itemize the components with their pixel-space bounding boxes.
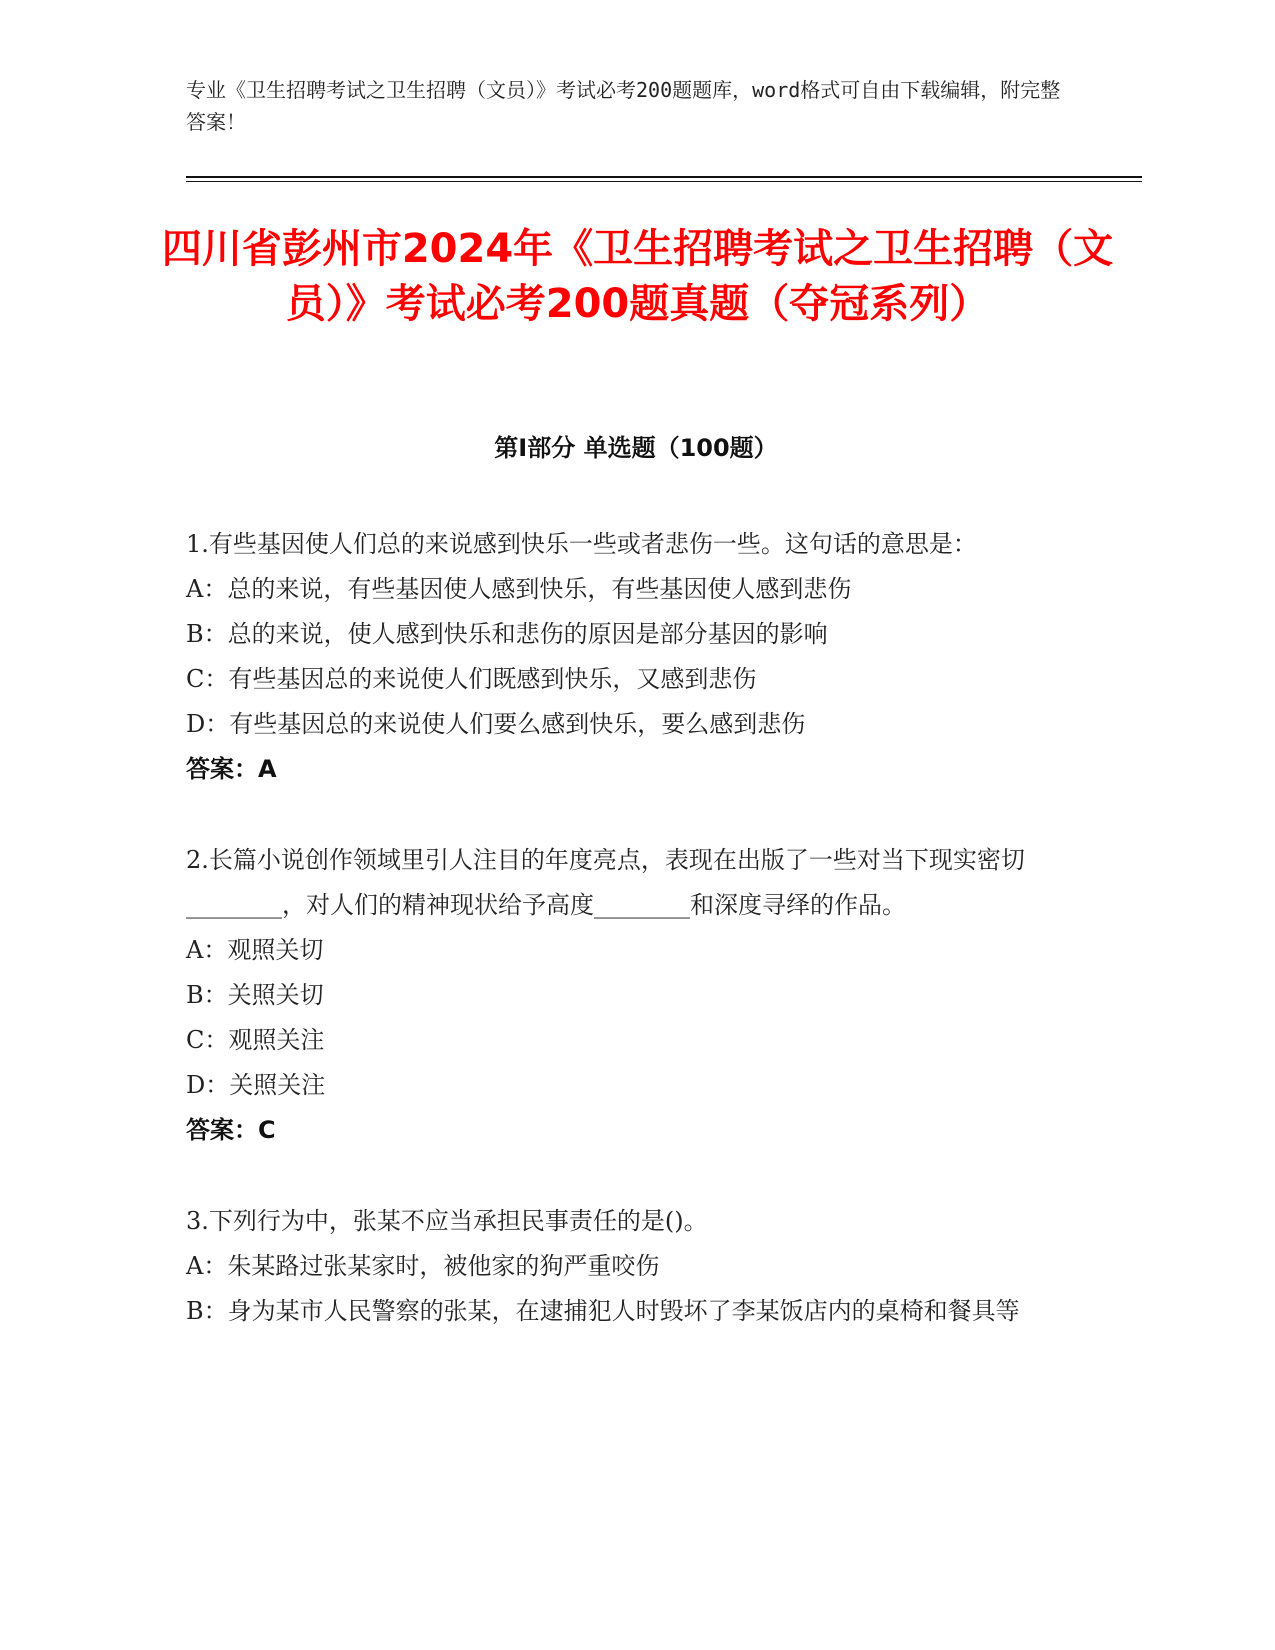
question-3 <box>186 1199 1066 1334</box>
answer <box>186 747 1066 792</box>
option-a: A：总的来说，有些基因使人感到快乐，有些基因使人感到悲伤 <box>186 575 852 603</box>
header-divider-thin <box>186 181 1142 182</box>
answer-label: 答案： <box>186 1116 258 1144</box>
question-list <box>186 522 1066 1380</box>
option-b: B：总的来说，使人感到快乐和悲伤的原因是部分基因的影响 <box>186 620 828 648</box>
question-stem: 2.长篇小说创作领域里引人注目的年度亮点，表现在出版了一些对当下现实密切________，对人们的精神现状给予高度________和深度寻绎的作品。 <box>186 846 1025 919</box>
option-b: B：关照关切 <box>186 981 324 1009</box>
header-note: 专业《卫生招聘考试之卫生招聘（文员）》考试必考200题题库，word格式可自由下载编辑，附完整答案！ <box>186 78 1061 134</box>
answer-value: C <box>258 1116 276 1144</box>
document-title: 四川省彭州市2024年《卫生招聘考试之卫生招聘（文员）》考试必考200题真题（夺冠系列） <box>161 226 1114 327</box>
section-title: 第I部分 单选题（100题） <box>494 434 778 462</box>
question-2 <box>186 838 1066 1153</box>
option-b: B：身为某市人民警察的张某，在逮捕犯人时毁坏了李某饭店内的桌椅和餐具等 <box>186 1297 1020 1325</box>
question-stem: 1.有些基因使人们总的来说感到快乐一些或者悲伤一些。这句话的意思是： <box>186 530 977 558</box>
answer-value: A <box>258 755 277 783</box>
option-d: D：有些基因总的来说使人们要么感到快乐，要么感到悲伤 <box>186 710 806 738</box>
question-1 <box>186 522 1066 792</box>
answer <box>186 1108 1066 1153</box>
option-a: A：观照关切 <box>186 936 324 964</box>
option-c: C：观照关注 <box>186 1026 325 1054</box>
question-stem: 3.下列行为中，张某不应当承担民事责任的是()。 <box>186 1207 708 1235</box>
answer-label: 答案： <box>186 755 258 783</box>
option-a: A：朱某路过张某家时，被他家的狗严重咬伤 <box>186 1252 660 1280</box>
option-d: D：关照关注 <box>186 1071 326 1099</box>
header-divider-thick <box>186 176 1142 178</box>
option-c: C：有些基因总的来说使人们既感到快乐，又感到悲伤 <box>186 665 757 693</box>
